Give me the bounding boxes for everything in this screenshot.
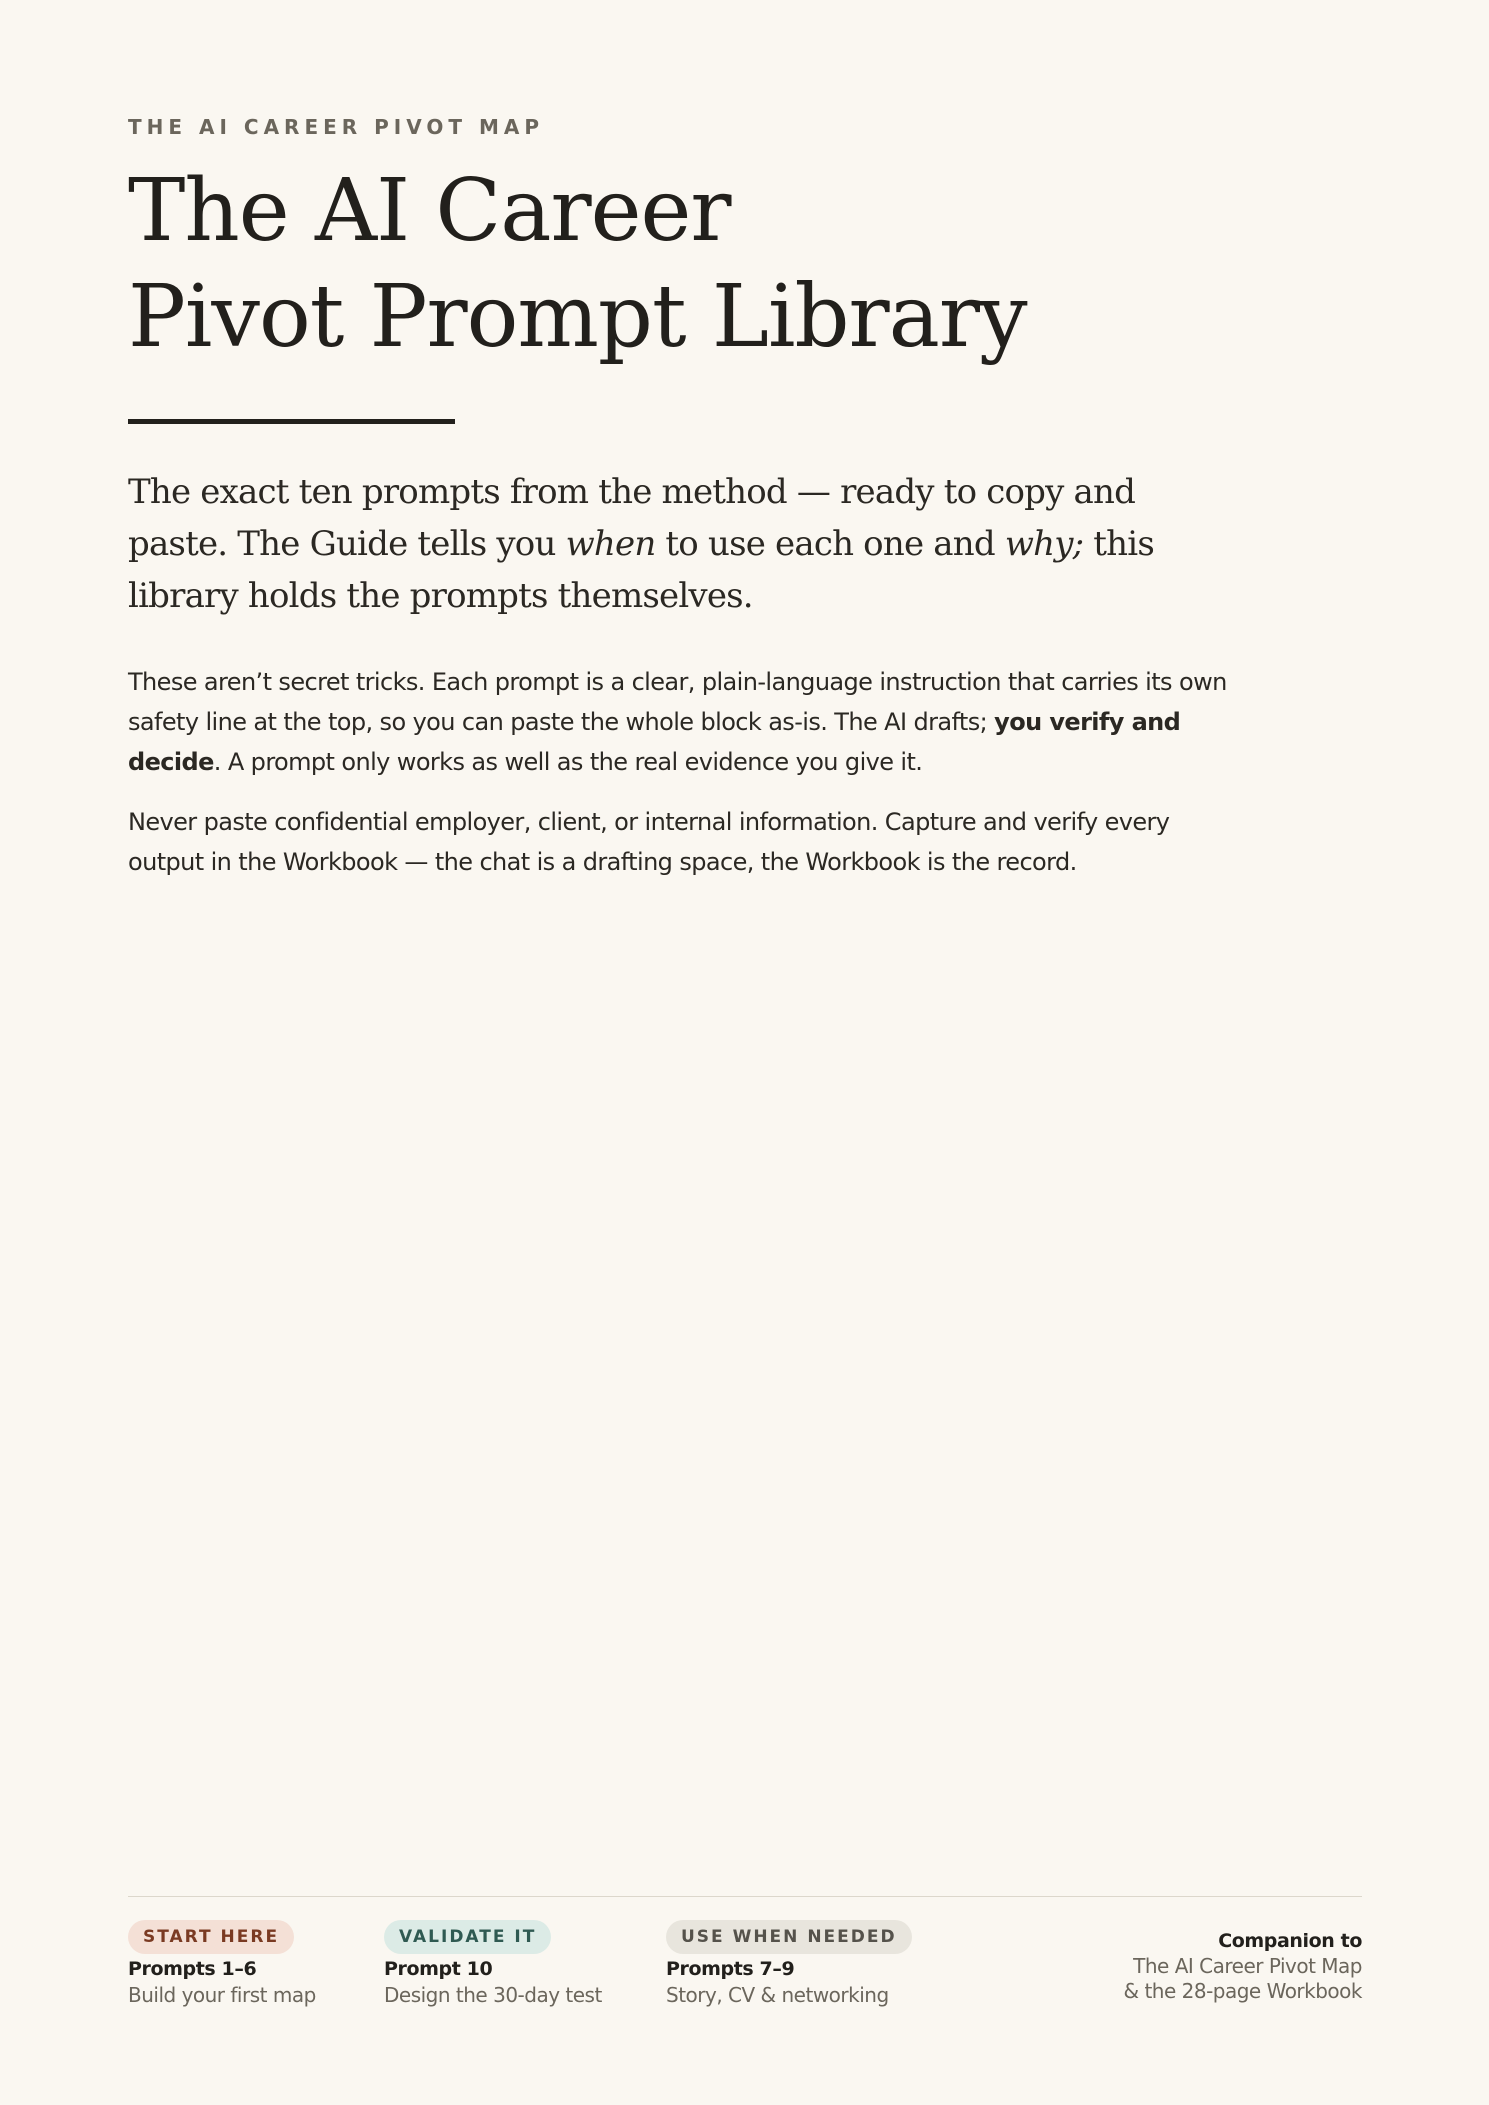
page-title-line-1: The AI Career <box>128 161 731 261</box>
footer-group-start-here <box>128 1920 316 2008</box>
use-when-needed-heading: Prompts 7–9 <box>666 1958 795 1980</box>
paragraph-1-text-1: These aren’t secret tricks. Each prompt is a clear, plain-language instruction that carries its own safety line at the top, so you can paste the whole block as-is. The AI drafts; <box>128 668 1227 736</box>
page-title <box>128 158 1027 370</box>
paragraph-1-text-2: . A prompt only works as well as the real evidence you give it. <box>213 748 923 776</box>
companion-heading: Companion to <box>1218 1930 1362 1952</box>
intro-paragraph-1 <box>128 662 1228 782</box>
paragraph-1-bold: you verify and decide <box>128 708 1181 776</box>
start-here-tag: START HERE <box>128 1920 294 1954</box>
validate-it-subtitle: Design the 30-day test <box>384 1983 602 2007</box>
lede-text-1: The exact ten prompts from the method — ready to copy and paste. The Guide tells you <box>128 472 1136 564</box>
lede-emphasis-when: when <box>565 524 656 564</box>
use-when-needed-subtitle: Story, CV & networking <box>666 1983 889 2007</box>
companion-note <box>1123 1928 1362 2004</box>
validate-it-heading: Prompt 10 <box>384 1958 493 1980</box>
lede-text-2: to use each one and <box>655 524 1005 564</box>
companion-line-2: & the 28-page Workbook <box>1123 1979 1362 2003</box>
start-here-heading: Prompts 1–6 <box>128 1958 257 1980</box>
use-when-needed-tag: USE WHEN NEEDED <box>666 1920 912 1954</box>
page <box>128 0 1362 2105</box>
footer-group-use-when-needed <box>666 1920 912 2008</box>
intro-paragraph-2: Never paste confidential employer, client, or internal information. Capture and verify every output in the Workbook — the chat is a drafting space, the Workbook is the record. <box>128 808 1170 876</box>
lede-text-3: this library holds the prompts themselves. <box>128 524 1154 616</box>
title-divider <box>128 419 455 424</box>
eyebrow-label: THE AI CAREER PIVOT MAP <box>128 115 545 139</box>
page-title-line-2: Pivot Prompt Library <box>128 267 1027 367</box>
footer-group-validate-it <box>384 1920 602 2008</box>
companion-line-1: The AI Career Pivot Map <box>1133 1954 1362 1978</box>
intro-lede <box>128 466 1228 622</box>
start-here-subtitle: Build your first map <box>128 1983 316 2007</box>
validate-it-tag: VALIDATE IT <box>384 1920 551 1954</box>
footer-divider <box>128 1896 1362 1897</box>
lede-emphasis-why: why; <box>1004 524 1084 564</box>
